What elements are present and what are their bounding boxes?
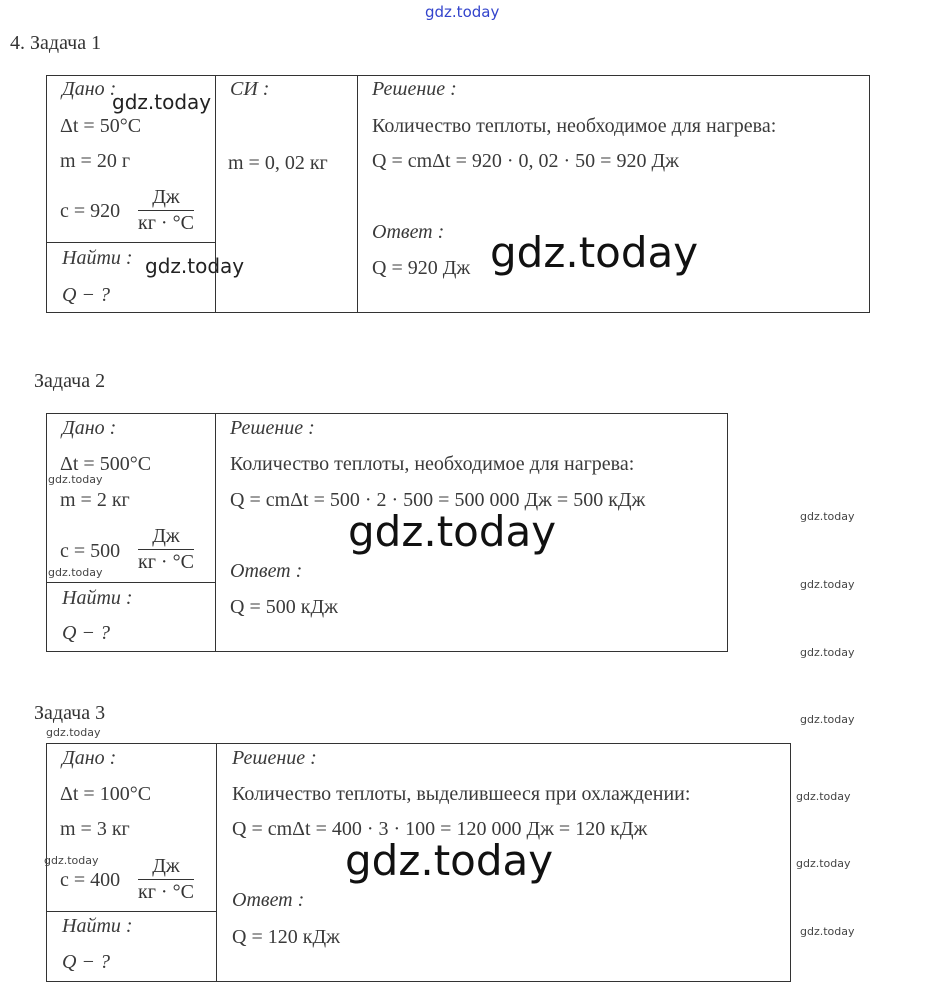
task3-answer-label: Ответ : (232, 889, 305, 911)
task2-solution-label: Решение : (230, 417, 315, 439)
watermark: gdz.today (145, 254, 245, 278)
task1-formula: Q = cmΔt = 920 · 0, 02 · 50 = 920 Дж (372, 150, 679, 172)
top-watermark: gdz.today (425, 3, 500, 21)
watermark: gdz.today (48, 473, 103, 486)
watermark: gdz.today (48, 566, 103, 579)
task1-divider-si (357, 75, 358, 313)
task2-given-label: Дано : (62, 417, 117, 439)
watermark: gdz.today (44, 854, 99, 867)
task1-answer-label: Ответ : (372, 221, 445, 243)
watermark: gdz.today (796, 857, 851, 870)
task2-unit-fraction (138, 525, 194, 574)
watermark: gdz.today (112, 90, 212, 114)
task1-si-label: СИ : (230, 78, 270, 100)
task2-unit-numerator: Дж (138, 525, 194, 550)
task2-given-m: m = 2 кг (60, 489, 130, 511)
task2-formula: Q = cmΔt = 500 · 2 · 500 = 500 000 Дж = 500 кДж (230, 489, 646, 511)
task2-find-value: Q − ? (62, 622, 110, 644)
task1-given-dt: Δt = 50°C (60, 115, 142, 137)
task2-title: Задача 2 (34, 370, 106, 392)
task1-unit-numerator: Дж (138, 186, 194, 211)
task3-unit-fraction (138, 855, 194, 904)
task1-solution-text: Количество теплоты, необходимое для нагрева: (372, 115, 777, 137)
watermark: gdz.today (796, 790, 851, 803)
task1-unit-fraction (138, 186, 194, 235)
task2-solution-text: Количество теплоты, необходимое для нагрева: (230, 453, 635, 475)
watermark: gdz.today (800, 925, 855, 938)
task1-given-m: m = 20 г (60, 150, 131, 172)
task1-divider-find (46, 242, 216, 243)
task3-divider-find (46, 911, 217, 912)
task3-find-label: Найти : (62, 915, 133, 937)
task3-solution-label: Решение : (232, 747, 317, 769)
watermark: gdz.today (490, 228, 699, 277)
task1-given-c: c = 920 (60, 200, 121, 222)
task3-given-label: Дано : (62, 747, 117, 769)
task3-given-m: m = 3 кг (60, 818, 130, 840)
task1-given-label: Дано : (62, 78, 117, 100)
task1-find-value: Q − ? (62, 284, 110, 306)
task2-find-label: Найти : (62, 587, 133, 609)
task3-given-c: c = 400 (60, 869, 121, 891)
task2-given-dt: Δt = 500°C (60, 453, 152, 475)
task3-unit-denominator: кг · °C (138, 881, 194, 903)
task1-find-label: Найти : (62, 247, 133, 269)
task3-given-dt: Δt = 100°C (60, 783, 152, 805)
task2-given-c: c = 500 (60, 540, 121, 562)
watermark: gdz.today (800, 646, 855, 659)
task3-divider-given (216, 743, 217, 982)
watermark: gdz.today (800, 510, 855, 523)
task3-answer: Q = 120 кДж (232, 926, 340, 948)
watermark: gdz.today (345, 836, 554, 885)
task3-formula: Q = cmΔt = 400 · 3 · 100 = 120 000 Дж = 120 кДж (232, 818, 648, 840)
watermark: gdz.today (348, 507, 557, 556)
task1-unit-denominator: кг · °C (138, 212, 194, 234)
watermark: gdz.today (46, 726, 101, 739)
watermark: gdz.today (800, 713, 855, 726)
task2-answer-label: Ответ : (230, 560, 303, 582)
task3-solution-text: Количество теплоты, выделившееся при охлаждении: (232, 783, 691, 805)
task1-solution-label: Решение : (372, 78, 457, 100)
task2-answer: Q = 500 кДж (230, 596, 338, 618)
task2-unit-denominator: кг · °C (138, 551, 194, 573)
task1-si-m: m = 0, 02 кг (228, 152, 328, 174)
task2-divider-find (46, 582, 216, 583)
task3-find-value: Q − ? (62, 951, 110, 973)
task3-title: Задача 3 (34, 702, 106, 724)
task1-title: 4. Задача 1 (10, 32, 102, 54)
watermark: gdz.today (800, 578, 855, 591)
task1-answer: Q = 920 Дж (372, 257, 471, 279)
task3-unit-numerator: Дж (138, 855, 194, 880)
task2-divider-given (215, 413, 216, 652)
